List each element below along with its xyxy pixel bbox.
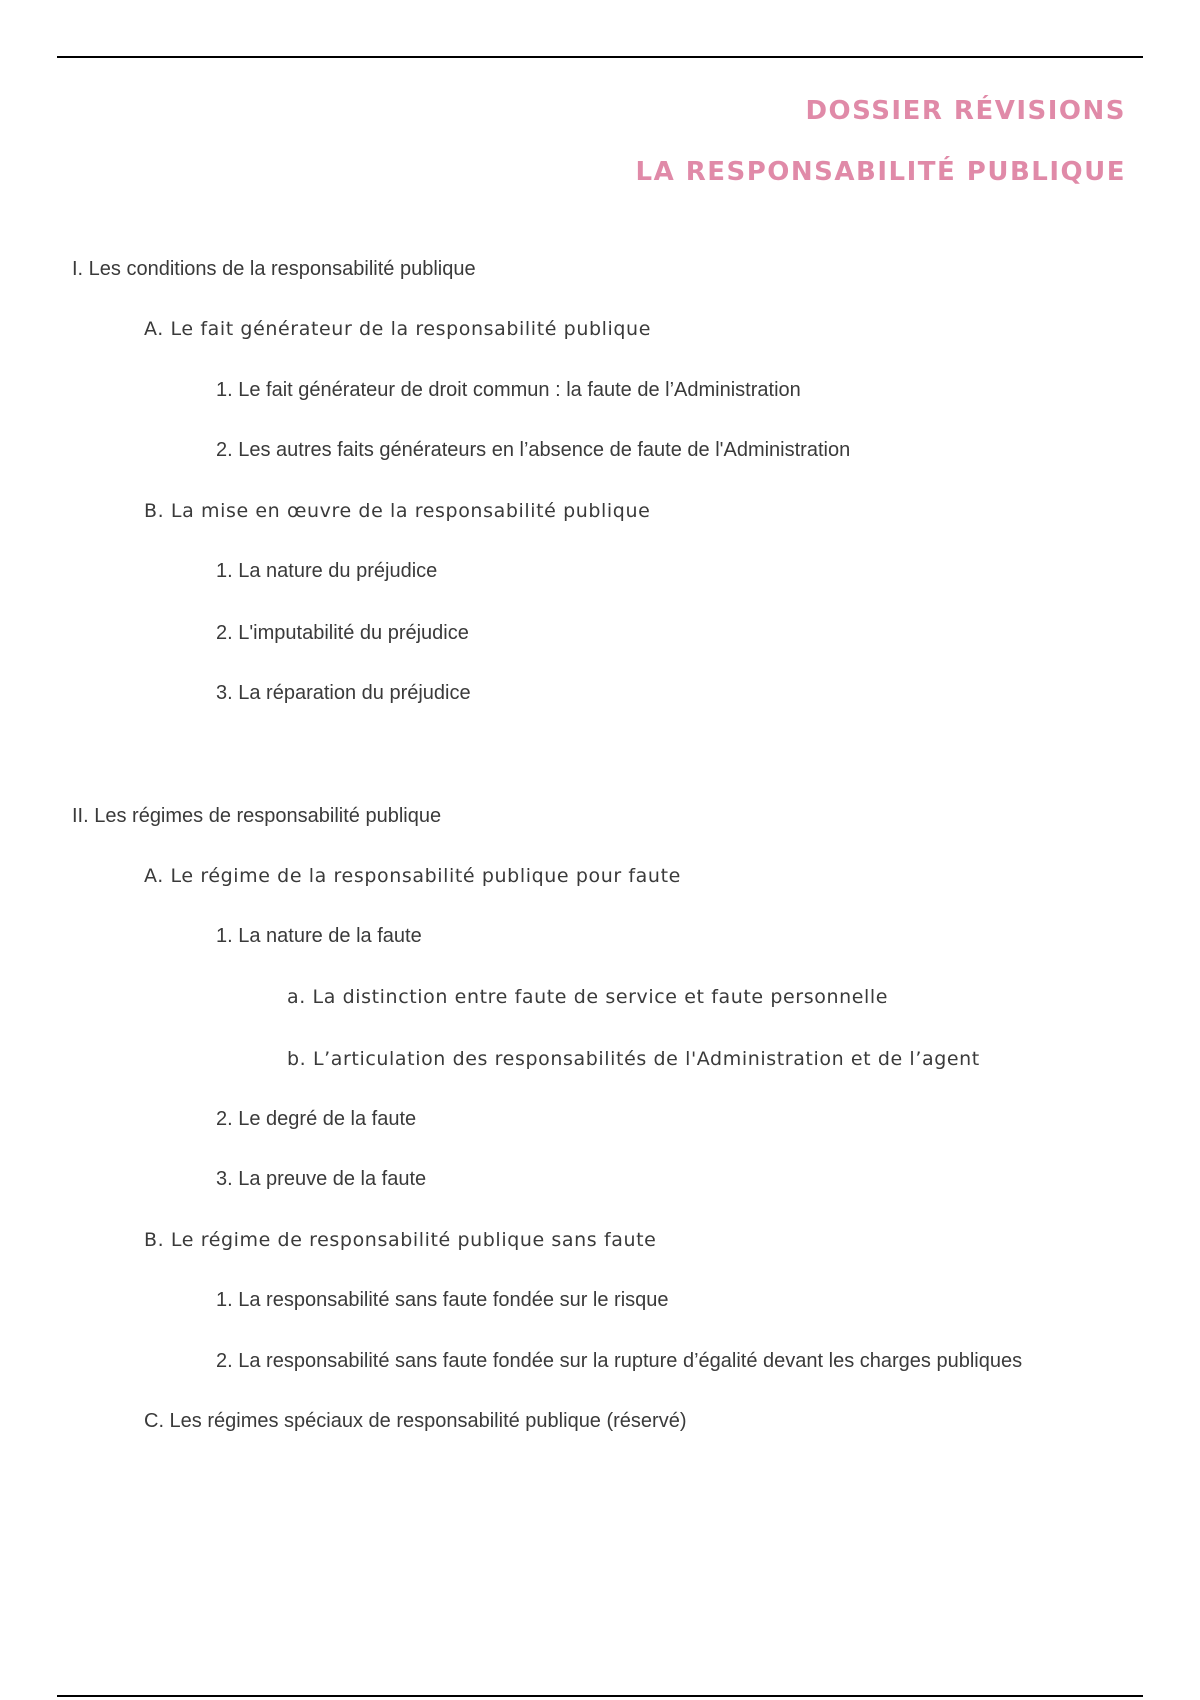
header-title-line1: DOSSIER RÉVISIONS bbox=[805, 96, 1126, 126]
document-header bbox=[636, 96, 1127, 187]
part2-B-item2: 2. La responsabilité sans faute fondée sur la rupture d’égalité devant les charges publiques bbox=[216, 1350, 1023, 1372]
part1-B-item2: 2. L'imputabilité du préjudice bbox=[216, 622, 469, 644]
part1-title: I. Les conditions de la responsabilité publique bbox=[72, 258, 476, 280]
part1-A-item2: 2. Les autres faits générateurs en l’absence de faute de l'Administration bbox=[216, 439, 851, 461]
top-rule bbox=[57, 56, 1143, 58]
part2-C-title: C. Les régimes spéciaux de responsabilité publique (réservé) bbox=[144, 1410, 687, 1432]
part2-A-sub-a: a. La distinction entre faute de service et faute personnelle bbox=[287, 986, 889, 1008]
part1-A-item1: 1. Le fait générateur de droit commun : la faute de l’Administration bbox=[216, 379, 801, 401]
part1-B-title: B. La mise en œuvre de la responsabilité publique bbox=[144, 500, 651, 522]
part2-B-title: B. Le régime de responsabilité publique sans faute bbox=[144, 1229, 657, 1251]
part1-A-title: A. Le fait générateur de la responsabilité publique bbox=[144, 318, 651, 340]
bottom-rule bbox=[57, 1695, 1143, 1697]
part2-A-sub-b: b. L’articulation des responsabilités de l'Administration et de l’agent bbox=[287, 1048, 980, 1070]
part2-A-item2: 2. Le degré de la faute bbox=[216, 1108, 417, 1130]
part1-B-item1: 1. La nature du préjudice bbox=[216, 560, 438, 582]
part1-B-item3: 3. La réparation du préjudice bbox=[216, 682, 471, 704]
part2-A-item1: 1. La nature de la faute bbox=[216, 925, 422, 947]
part2-B-item1: 1. La responsabilité sans faute fondée sur le risque bbox=[216, 1289, 669, 1311]
part2-A-title: A. Le régime de la responsabilité publique pour faute bbox=[144, 865, 681, 887]
part2-A-item3: 3. La preuve de la faute bbox=[216, 1168, 427, 1190]
header-title-line2: LA RESPONSABILITÉ PUBLIQUE bbox=[635, 157, 1126, 187]
part2-title: II. Les régimes de responsabilité publique bbox=[72, 805, 442, 827]
